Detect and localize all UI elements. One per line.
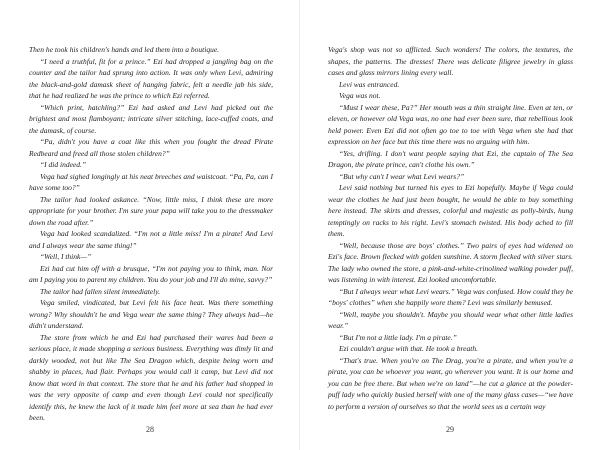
paragraph: Vega was not.	[339, 91, 381, 100]
paragraph: “I did indeed.”	[40, 160, 87, 169]
page-number: 28	[146, 425, 154, 434]
paragraph: Levi said nothing but turned his eyes to Ezi hopefully. Maybe if Vega could wear the clothes he had just been bought, he would be able to buy something here instead. The skirts and dresses, colorful and majestic as polly-birds, hung temptingly on racks to his right. Levi's stomach twisted. His body ached to fill them.	[328, 183, 573, 238]
paragraph: “That's true. When you're on The Drag, you're a pirate, and when you're a pirate, you can be whoever you want, go wherever you want. It is our home and you can be free there. But when we're on land”—he cut a glance at the powder-puff lady who quickly busied herself with one of the many glass cases—“we have to perform a version of ourselves so that the world sees us a certain way	[328, 355, 573, 411]
paragraph: Vega had sighed longingly at his neat breeches and waistcoat. “Pa, Pa, can I have some too?”	[29, 171, 273, 192]
paragraph: “Pa, didn't you have a coat like this when you fought the dread Pirate Redbeard and freed all those stolen children?”	[29, 137, 273, 158]
right-page	[300, 0, 600, 450]
paragraph: Levi was entranced.	[339, 79, 400, 89]
paragraph: “Which print, hatchling?” Ezi had asked and Levi had picked out the brightest and most flamboyant; intricate silver stitching, lace-cuffed coats, and the damask, of course.	[29, 102, 273, 135]
paragraph: The store from which he and Ezi had purchased their wares had been a serious place, it made shopping a serious business. Everything was dimly lit and darkly wooded, not but like The Sea Dragon which, despite being worn and shabby in places, had flair. Perhaps you would call it camp, but Levi did not know that word in that context. The store that he and his father had shopped in was the very opposite of camp and even though Levi could not specifically identify this, he knew the lack of it made him feel more at sea than he had ever been.	[29, 332, 273, 422]
left-page-text	[29, 44, 273, 424]
paragraph: “Yes, drifling. I don't want people saying that Ezi, the captain of The Sea Dragon, the pirate prince, can't clothe his own.”	[328, 148, 573, 169]
paragraph: Vega's shop was not so afflicted. Such wonders! The colors, the textures, the shapes, the patterns. The dresses! There was delicate filigree jewelry in glass cases and glass mirrors lining every wall.	[328, 45, 573, 77]
paragraph: “Well, I think—”	[40, 252, 92, 261]
paragraph: Vega had looked scandalized. “I'm not a little miss! I'm a pirate! And Levi and I always wear the same thing!”	[29, 229, 273, 250]
paragraph: Vega smiled, vindicated, but Levi felt his face heat. Was there something wrong? Why shouldn't he and Vega wear the same thing? They always had—he didn't understand.	[29, 298, 273, 330]
paragraph: The tailor had looked askance. “Now, little miss, I think these are more appropriate for your brother. I'm sure your papa will take you to the dressmaker down the road after.”	[29, 194, 273, 227]
right-page-text	[328, 44, 573, 412]
paragraph: “Well, because those are boys' clothes.” Two pairs of eyes had widened on Ezi's face. Brown flecked with golden sunshine. A storm flecked with silver stars. The lady who owned the store, a pink-and-white-crinolined walking powder puff, was listening in with interest. Ezi looked uncomfortable.	[328, 240, 573, 284]
paragraph: Ezi couldn't argue with that. He took a breath.	[339, 344, 478, 353]
page-number: 29	[446, 425, 454, 434]
paragraph: “But I always wear what Levi wears.” Vega was confused. How could they be “boys' clothes” when she happily wore them? Levi was similarly bemused.	[328, 286, 573, 307]
paragraph: Then he took his children's hands and led them into a boutique.	[29, 45, 220, 54]
paragraph: Ezi had cut him off with a brusque, “I'm not paying you to think, man. Nor am I paying you to parent my children. You do your job and I'll do mine, savvy?”	[29, 263, 273, 284]
paragraph: “But I'm not a little lady. I'm a pirate.”	[339, 332, 457, 342]
paragraph: “Well, maybe you shouldn't. Maybe you should wear what other little ladies wear.”	[328, 309, 573, 330]
paragraph: “Must I wear these, Pa?” Her mouth was a thin straight line. Even at ten, or eleven, or however old Vega was, no one had ever been sure, that rebellious look held power. Even Ezi did not often go toe to toe with Vega when she had that expression on her face but this time there was no arguing with him.	[328, 102, 573, 146]
paragraph: The tailor had fallen silent immediately.	[40, 286, 160, 296]
paragraph: “But why can't I wear what Levi wears?”	[339, 171, 465, 181]
paragraph: “I need a truthful, fit for a prince.” Ezi had dropped a jangling bag on the counter and the tailor had sprung into action. It was only when Levi, admiring the black-and-gold damask sheet of hanging fabric, felt a needle jab his side, that he had realized he was the prince to which Ezi referred.	[29, 56, 273, 100]
